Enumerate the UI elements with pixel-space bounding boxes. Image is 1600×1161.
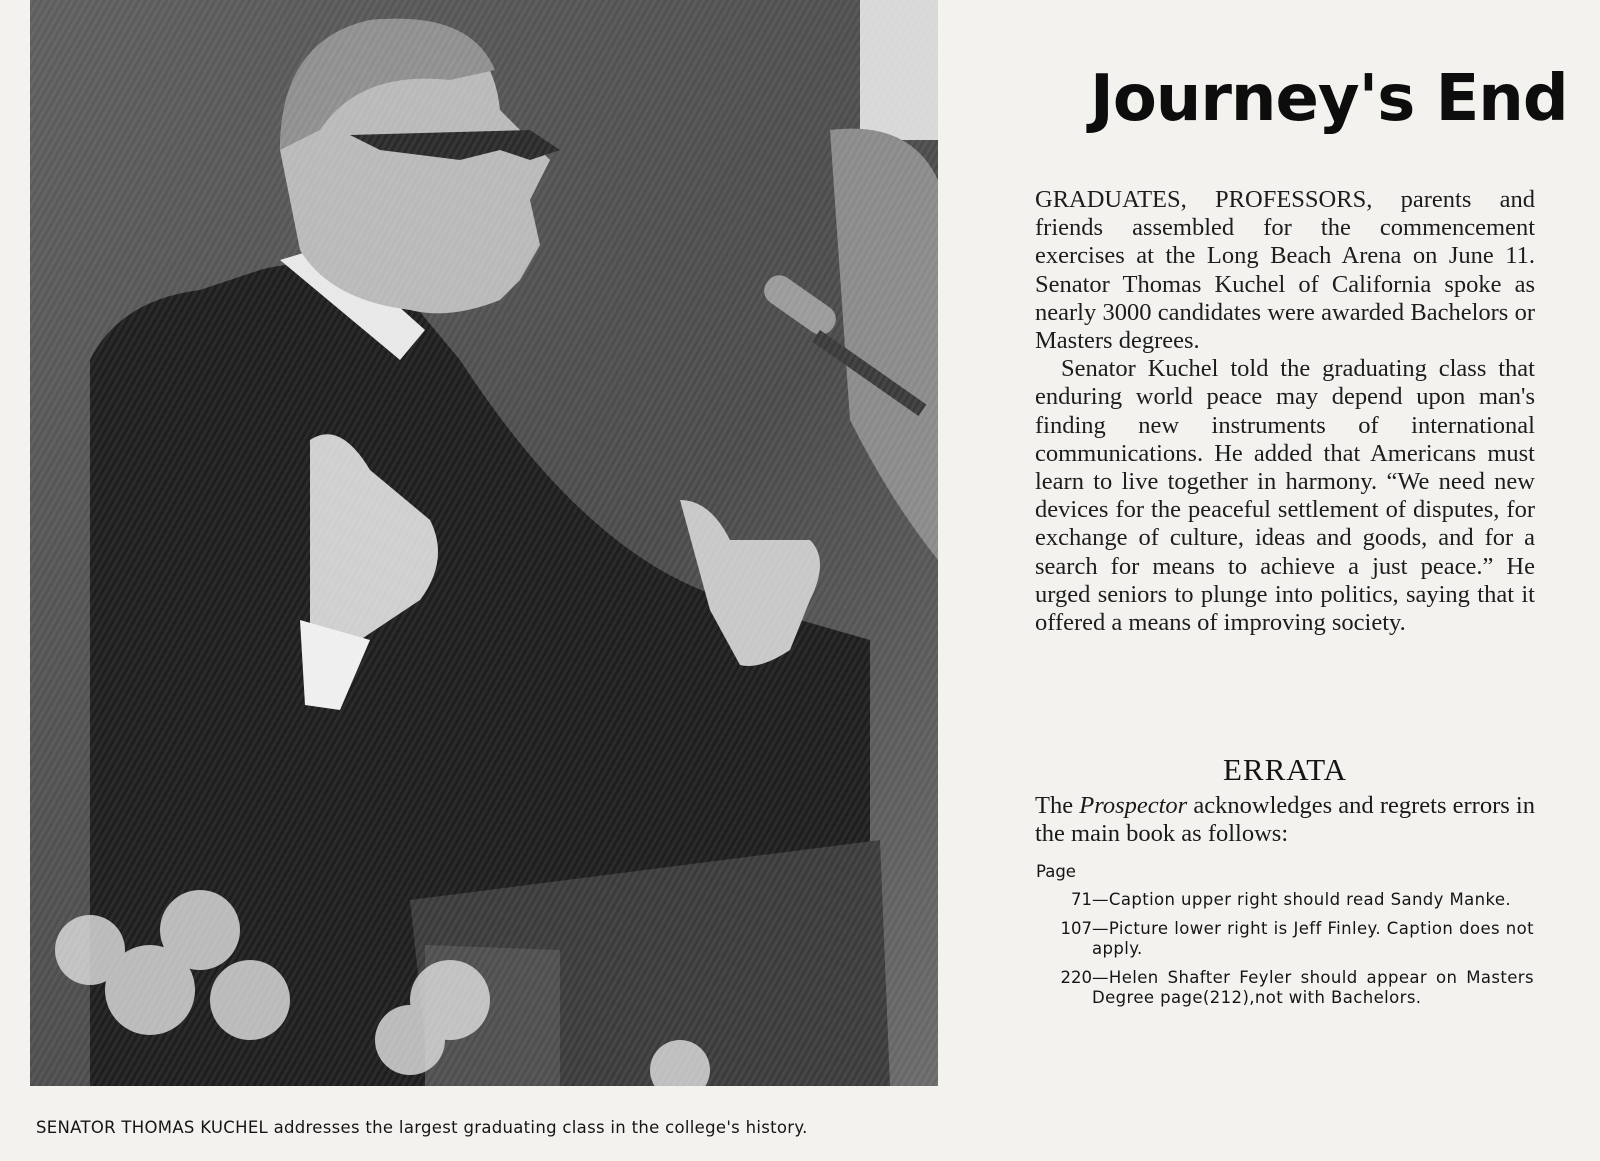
erratum-text: —Helen Shafter Feyler should appear on Masters Degree page(212),not with Bachelors.	[1092, 968, 1534, 1007]
article-paragraph-1: GRADUATES, PROFESSORS, parents and friends assembled for the commencement exercises at the Long Beach Arena on June 11. Senator Thomas Kuchel of California spoke as nearly 3000 candidates were awarded Bachelors or Masters degrees.	[1035, 186, 1535, 355]
erratum-text: —Picture lower right is Jeff Finley. Caption does not apply.	[1092, 919, 1534, 958]
article-paragraph-2: Senator Kuchel told the graduating class that enduring world peace may depend upon man's finding new instruments of international communications. He added that Americans must learn to live together in harmony. “We need new devices for the peaceful settlement of disputes, for exchange of culture, ideas and goods, and for a search for means to achieve a just peace.” He urged seniors to plunge into politics, saying that it offered a means of improving society.	[1035, 355, 1535, 637]
erratum-page: 71	[1071, 890, 1092, 909]
errata-heading: ERRATA	[1222, 752, 1348, 787]
erratum-text: —Caption upper right should read Sandy Manke.	[1092, 890, 1512, 909]
erratum-item	[1036, 890, 1534, 910]
erratum-page: 220	[1060, 968, 1092, 987]
caption-text: addresses the largest graduating class in the college's history.	[268, 1118, 808, 1137]
page-column-label: Page	[1036, 862, 1076, 881]
photo-caption	[36, 1118, 936, 1137]
errata-intro-before: The	[1035, 792, 1080, 819]
article-body	[1035, 186, 1535, 637]
publication-name: Prospector	[1079, 792, 1188, 819]
caption-lead: SENATOR THOMAS KUCHEL	[36, 1118, 269, 1137]
erratum-page: 107	[1060, 919, 1092, 938]
errata-list	[1036, 862, 1534, 1017]
errata-intro-after: acknowledges and regrets errors in the main book as follows:	[1035, 792, 1535, 847]
article-title: Journey's End	[1090, 62, 1568, 136]
errata-intro	[1035, 792, 1535, 848]
speaker-photo-illustration	[30, 0, 938, 1086]
erratum-item	[1036, 968, 1534, 1008]
erratum-item	[1036, 919, 1534, 959]
commencement-photo	[30, 0, 938, 1086]
